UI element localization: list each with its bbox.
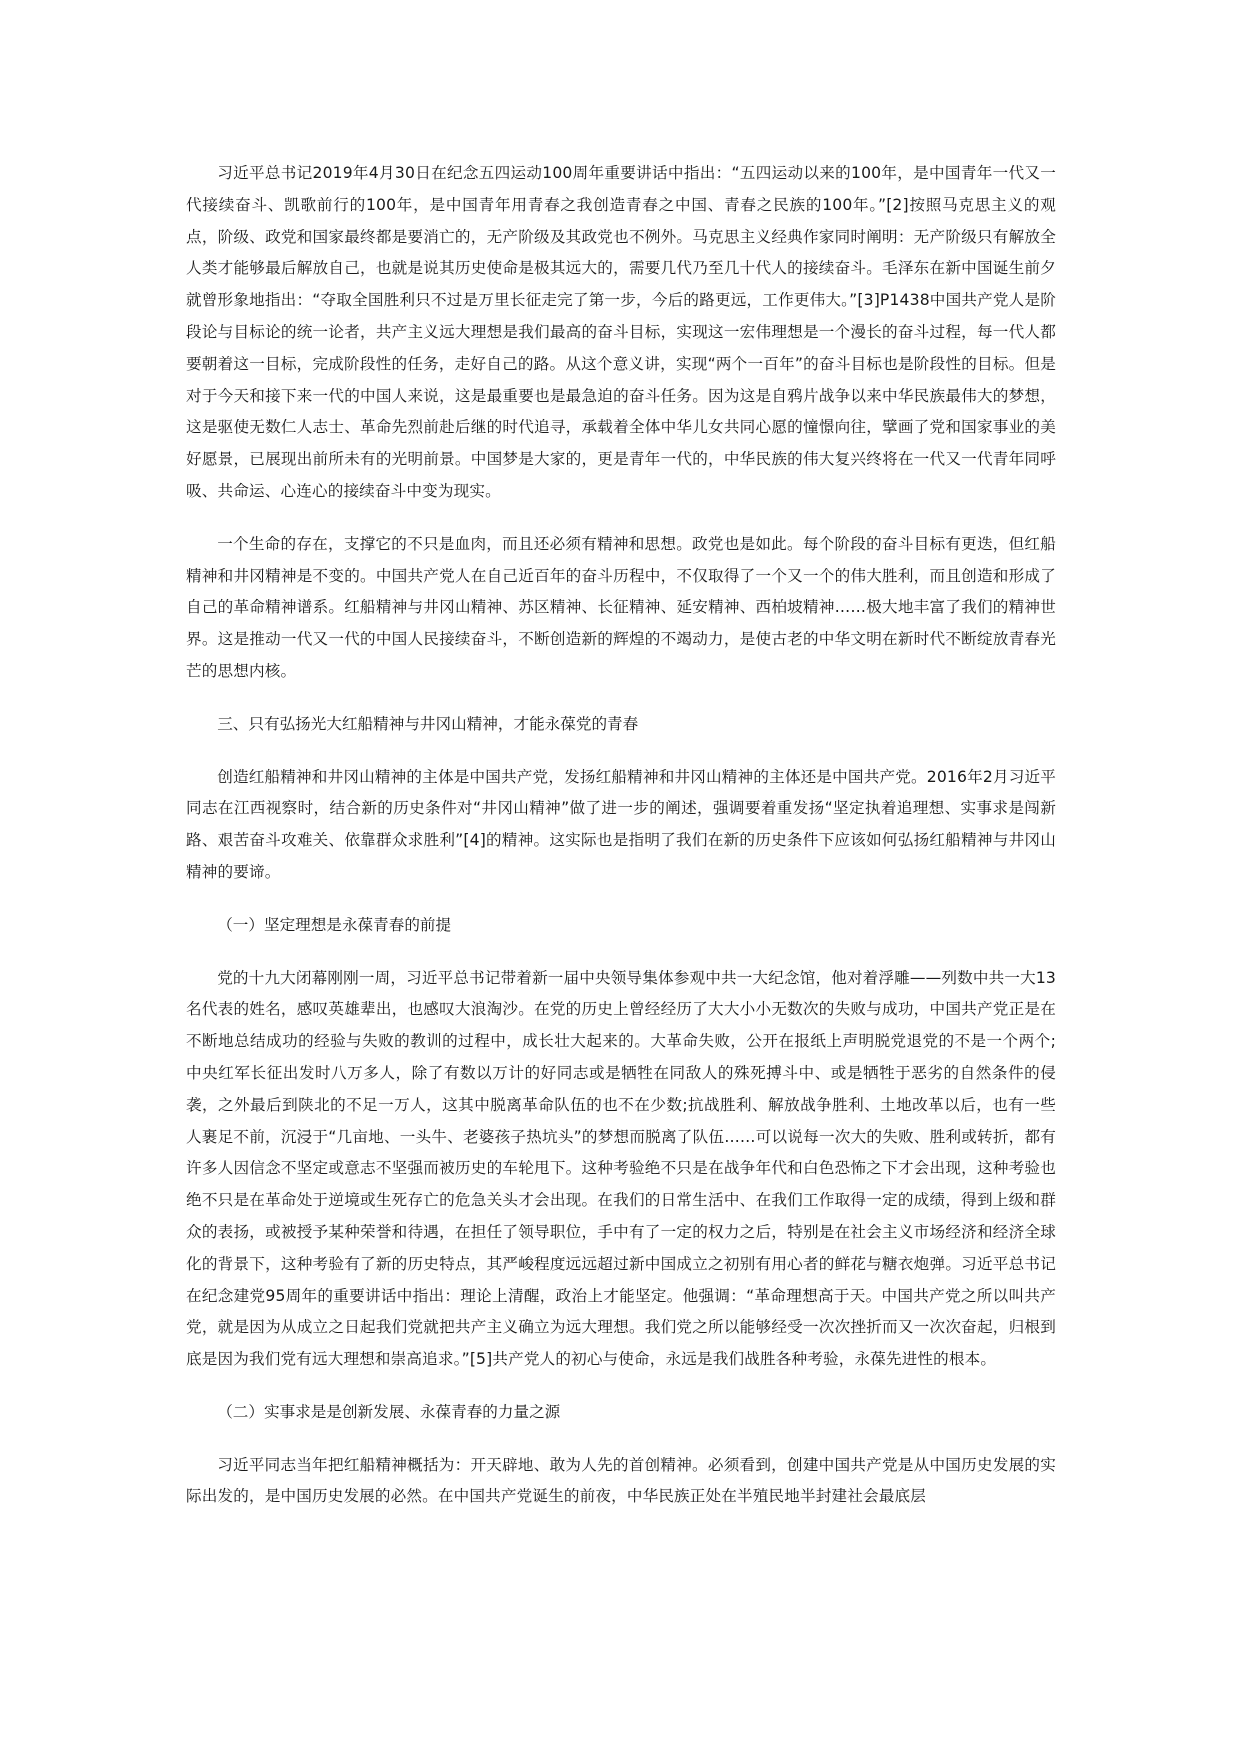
document-page xyxy=(186,158,1056,1534)
paragraph-spirit-lineage: 一个生命的存在，支撑它的不只是血肉，而且还必须有精神和思想。政党也是如此。每个阶段的奋斗目标有更迭，但红船精神和井冈精神是不变的。中国共产党人在自己近百年的奋斗历程中，不仅取得了一个又一个的伟大胜利，而且创造和形成了自己的革命精神谱系。红船精神与井冈山精神、苏区精神、长征精神、延安精神、西柏坡精神……极大地丰富了我们的精神世界。这是推动一代又一代的中国人民接续奋斗，不断创造新的辉煌的不竭动力，是使古老的中华文明在新时代不断绽放青春光芒的思想内核。 xyxy=(186,534,1056,680)
subheading-one: （一）坚定理想是永葆青春的前提 xyxy=(217,915,452,934)
section-heading-three: 三、只有弘扬光大红船精神与井冈山精神，才能永葆党的青春 xyxy=(217,714,639,733)
subheading-two: （二）实事求是是创新发展、永葆青春的力量之源 xyxy=(217,1402,561,1421)
paragraph-firm-ideals: 党的十九大闭幕刚刚一周，习近平总书记带着新一届中央领导集体参观中共一大纪念馆，他对着浮雕——列数中共一大13名代表的姓名，感叹英雄辈出，也感叹大浪淘沙。在党的历史上曾经经历了大大小小无数次的失败与成功，中国共产党正是在不断地总结成功的经验与失败的教训的过程中，成长壮大起来的。大革命失败，公开在报纸上声明脱党退党的不是一个两个;中央红军长征出发时八万多人，除了有数以万计的好同志或是牺牲在同敌人的殊死搏斗中、或是牺牲于恶劣的自然条件的侵袭，之外最后到陕北的不足一万人，这其中脱离革命队伍的也不在少数;抗战胜利、解放战争胜利、土地改革以后，也有一些人裹足不前，沉浸于“几亩地、一头牛、老婆孩子热坑头”的梦想而脱离了队伍……可以说每一次大的失败、胜利或转折，都有许多人因信念不坚定或意志不坚强而被历史的车轮甩下。这种考验绝不只是在战争年代和白色恐怖之下才会出现，这种考验也绝不只是在革命处于逆境或生死存亡的危急关头才会出现。在我们的日常生活中、在我们工作取得一定的成绩，得到上级和群众的表扬，或被授予某种荣誉和待遇，在担任了领导职位，手中有了一定的权力之后，特别是在社会主义市场经济和经济全球化的背景下，这种考验有了新的历史特点，其严峻程度远远超过新中国成立之初别有用心者的鲜花与糖衣炮弹。习近平总书记在纪念建党95周年的重要讲话中指出：理论上清醒，政治上才能坚定。他强调：“革命理想高于天。中国共产党之所以叫共产党，就是因为从成立之日起我们党就把共产主义确立为远大理想。我们党之所以能够经受一次次挫折而又一次次奋起，归根到底是因为我们党有远大理想和崇高追求。”[5]共产党人的初心与使命，永远是我们战胜各种考验，永葆先进性的根本。 xyxy=(186,968,1057,1369)
paragraph-jinggangshan-2016: 创造红船精神和井冈山精神的主体是中国共产党，发扬红船精神和井冈山精神的主体还是中国共产党。2016年2月习近平同志在江西视察时，结合新的历史条件对“井冈山精神”做了进一步的阐述，强调要着重发扬“坚定执着追理想、实事求是闯新路、艰苦奋斗攻难关、依靠群众求胜利”[4]的精神。这实际也是指明了我们在新的历史条件下应该如何弘扬红船精神与井冈山精神的要谛。 xyxy=(186,767,1056,881)
paragraph-seek-truth: 习近平同志当年把红船精神概括为：开天辟地、敢为人先的首创精神。必须看到，创建中国共产党是从中国历史发展的实际出发的，是中国历史发展的必然。在中国共产党诞生的前夜，中华民族正处在半殖民地半封建社会最底层 xyxy=(186,1455,1056,1506)
paragraph-may4th-youth: 习近平总书记2019年4月30日在纪念五四运动100周年重要讲话中指出：“五四运动以来的100年，是中国青年一代又一代接续奋斗、凯歌前行的100年，是中国青年用青春之我创造青春之中国、青春之民族的100年。”[2]按照马克思主义的观点，阶级、政党和国家最终都是要消亡的，无产阶级及其政党也不例外。马克思主义经典作家同时阐明：无产阶级只有解放全人类才能够最后解放自己，也就是说其历史使命是极其远大的，需要几代乃至几十代人的接续奋斗。毛泽东在新中国诞生前夕就曾形象地指出：“夺取全国胜利只不过是万里长征走完了第一步，今后的路更远，工作更伟大。”[3]P1438中国共产党人是阶段论与目标论的统一论者，共产主义远大理想是我们最高的奋斗目标，实现这一宏伟理想是一个漫长的奋斗过程，每一代人都要朝着这一目标，完成阶段性的任务，走好自己的路。从这个意义讲，实现“两个一百年”的奋斗目标也是阶段性的目标。但是对于今天和接下来一代的中国人来说，这是最重要也是最急迫的奋斗任务。因为这是自鸦片战争以来中华民族最伟大的梦想，这是驱使无数仁人志士、革命先烈前赴后继的时代追寻，承载着全体中华儿女共同心愿的憧憬向往，擘画了党和国家事业的美好愿景，已展现出前所未有的光明前景。中国梦是大家的，更是青年一代的，中华民族的伟大复兴终将在一代又一代青年同呼吸、共命运、心连心的接续奋斗中变为现实。 xyxy=(186,164,1056,500)
